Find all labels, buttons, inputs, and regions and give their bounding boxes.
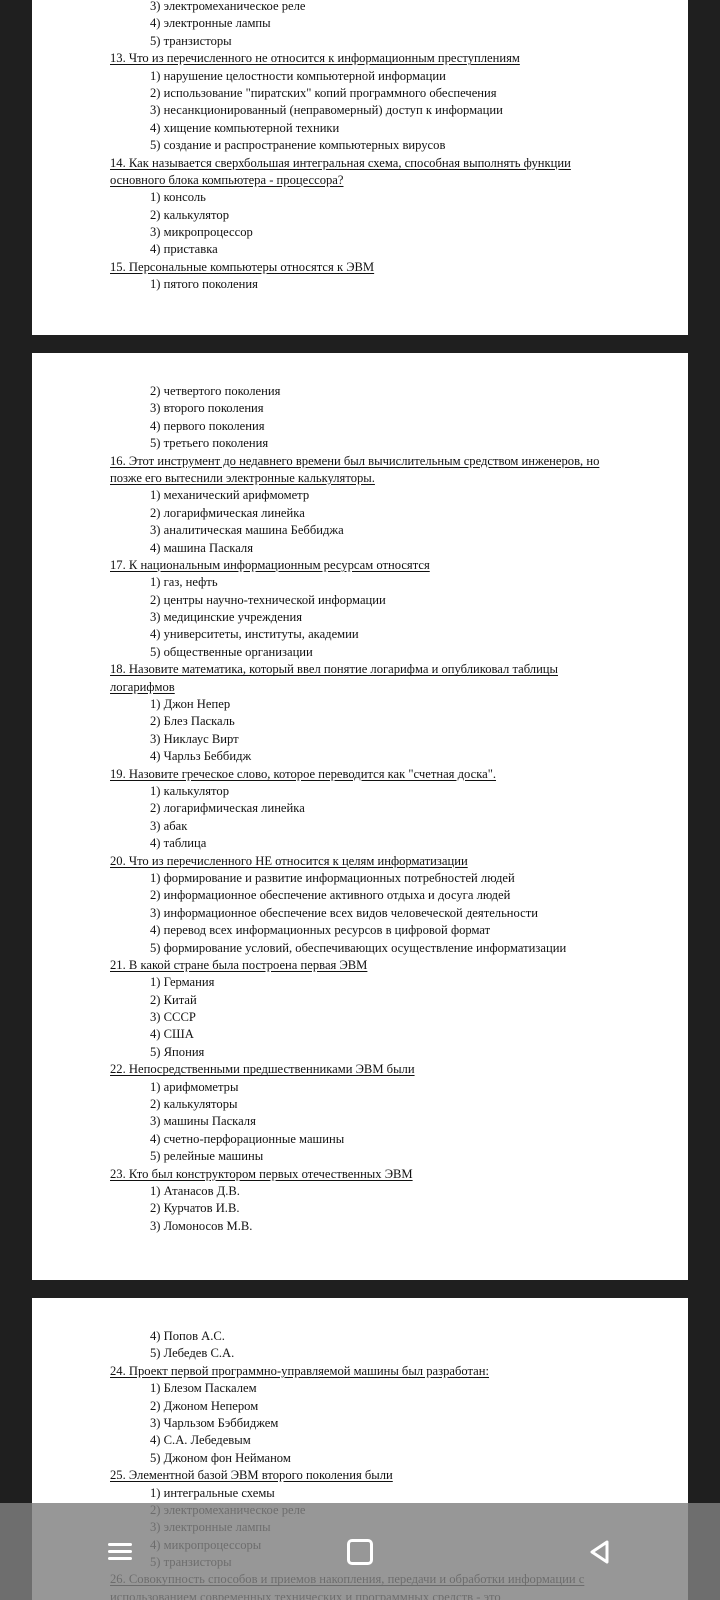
answer-option: 3) несанкционированный (неправомерный) доступ к информации — [150, 103, 503, 118]
question-text: позже его вытеснили электронные калькуляторы. — [110, 470, 375, 485]
answer-option: 1) Блезом Паскалем — [150, 1381, 257, 1396]
answer-option: 1) нарушение целостности компьютерной информации — [150, 68, 446, 83]
answer-option: 4) США — [150, 1027, 194, 1042]
answer-option: 3) Никлаус Вирт — [150, 731, 239, 746]
answer-option: 2) Блез Паскаль — [150, 714, 235, 729]
answer-option: 3) СССР — [150, 1010, 196, 1025]
answer-option: 4) электронные лампы — [150, 16, 271, 31]
answer-option: 1) газ, нефть — [150, 575, 218, 590]
answer-option: 2) четвертого поколения — [150, 384, 281, 398]
back-button[interactable] — [570, 1522, 630, 1582]
question-text: 19. Назовите греческое слово, которое переводится как "счетная доска". — [110, 766, 497, 781]
document-page-2 — [32, 353, 688, 1280]
answer-option: 2) Джоном Непером — [150, 1398, 259, 1413]
answer-option: 1) Атанасов Д.В. — [150, 1183, 240, 1198]
answer-option: 3) микропроцессор — [150, 225, 253, 240]
answer-option: 2) информационное обеспечение активного отдыха и досуга людей — [150, 888, 511, 903]
answer-option: 1) арифмометры — [150, 1079, 239, 1094]
menu-icon[interactable] — [90, 1522, 150, 1582]
answer-option: 3) аналитическая машина Беббиджа — [150, 523, 344, 538]
answer-option: 1) консоль — [150, 190, 206, 205]
answer-option: 4) Чарльз Беббидж — [150, 749, 252, 764]
answer-option: 2) использование "пиратских" копий программного обеспечения — [150, 85, 497, 100]
answer-option: 1) пятого поколения — [150, 277, 258, 292]
answer-option: 1) калькулятор — [150, 783, 229, 798]
system-navigation-bar — [0, 1503, 720, 1600]
question-text: 25. Элементной базой ЭВМ второго поколения были — [110, 1468, 393, 1483]
answer-option: 4) перевод всех информационных ресурсов в цифровой формат — [150, 923, 491, 938]
answer-option: 4) таблица — [150, 836, 207, 851]
question-text: 21. В какой стране была построена первая ЭВМ — [110, 957, 368, 972]
answer-option: 1) Джон Непер — [150, 697, 231, 712]
answer-option: 1) Германия — [150, 975, 215, 990]
answer-option: 5) транзисторы — [150, 33, 232, 48]
question-text: 23. Кто был конструктором первых отечественных ЭВМ — [110, 1166, 413, 1181]
answer-option: 5) создание и распространение компьютерных вирусов — [150, 138, 446, 153]
answer-option: 2) калькулятор — [150, 207, 229, 222]
question-text: 20. Что из перечисленного НЕ относится к целям информатизации — [110, 853, 468, 868]
answer-option: 3) Ломоносов М.В. — [150, 1218, 253, 1233]
answer-option: 4) С.А. Лебедевым — [150, 1433, 251, 1448]
back-icon — [586, 1538, 614, 1566]
answer-option: 3) абак — [150, 818, 188, 833]
answer-option: 5) третьего поколения — [150, 436, 269, 451]
answer-option: 2) калькуляторы — [150, 1097, 238, 1112]
answer-option: 4) машина Паскаля — [150, 540, 254, 555]
answer-option: 4) Попов А.С. — [150, 1329, 225, 1343]
answer-option: 3) второго поколения — [150, 401, 264, 416]
answer-option: 4) университеты, институты, академии — [150, 627, 359, 642]
answer-option: 5) Джоном фон Нейманом — [150, 1450, 291, 1465]
document-page-1 — [32, 0, 688, 335]
question-text: 15. Персональные компьютеры относятся к ЭВМ — [110, 259, 375, 274]
question-text: 14. Как называется сверхбольшая интегральная схема, способная выполнять функции — [110, 155, 571, 170]
answer-option: 5) Япония — [150, 1044, 205, 1059]
answer-option: 2) логарифмическая линейка — [150, 505, 305, 520]
answer-option: 3) машины Паскаля — [150, 1114, 256, 1129]
home-icon — [347, 1539, 373, 1565]
page-content — [32, 0, 688, 294]
home-button[interactable] — [330, 1522, 390, 1582]
answer-option: 1) формирование и развитие информационных потребностей людей — [150, 870, 515, 885]
answer-option: 3) медицинские учреждения — [150, 610, 303, 625]
question-text: 18. Назовите математика, который ввел понятие логарифма и опубликовал таблицы — [110, 662, 559, 677]
answer-option: 1) механический арифмометр — [150, 488, 310, 503]
answer-option: 3) Чарльзом Бэббиджем — [150, 1415, 279, 1430]
question-text: основного блока компьютера - процессора? — [110, 172, 344, 187]
answer-option: 2) логарифмическая линейка — [150, 801, 305, 816]
answer-option: 1) интегральные схемы — [150, 1485, 275, 1500]
question-text: 22. Непосредственными предшественниками ЭВМ были — [110, 1062, 415, 1077]
question-text: 17. К национальным информационным ресурсам относятся — [110, 557, 430, 572]
question-text: 16. Этот инструмент до недавнего времени был вычислительным средством инженеров, но — [110, 453, 600, 468]
answer-option: 5) общественные организации — [150, 644, 313, 659]
question-text: логарифмов — [110, 679, 175, 694]
answer-option: 2) центры научно-технической информации — [150, 592, 386, 607]
answer-option: 5) релейные машины — [150, 1149, 264, 1164]
answer-option: 2) Китай — [150, 992, 197, 1007]
page-content — [32, 383, 688, 1235]
answer-option: 4) счетно-перфорационные машины — [150, 1131, 345, 1146]
answer-option: 5) формирование условий, обеспечивающих осуществление информатизации — [150, 940, 567, 955]
answer-option: 4) приставка — [150, 242, 218, 257]
answer-option: 3) информационное обеспечение всех видов человеческой деятельности — [150, 905, 538, 920]
answer-option: 3) электромеханическое реле — [150, 0, 306, 13]
question-text: 13. Что из перечисленного не относится к информационным преступлениям — [110, 51, 520, 66]
answer-option: 2) Курчатов И.В. — [150, 1201, 240, 1216]
answer-option: 5) Лебедев С.А. — [150, 1346, 235, 1361]
answer-option: 4) первого поколения — [150, 418, 265, 433]
answer-option: 4) хищение компьютерной техники — [150, 120, 340, 135]
question-text: 24. Проект первой программно-управляемой машины был разработан: — [110, 1363, 490, 1378]
